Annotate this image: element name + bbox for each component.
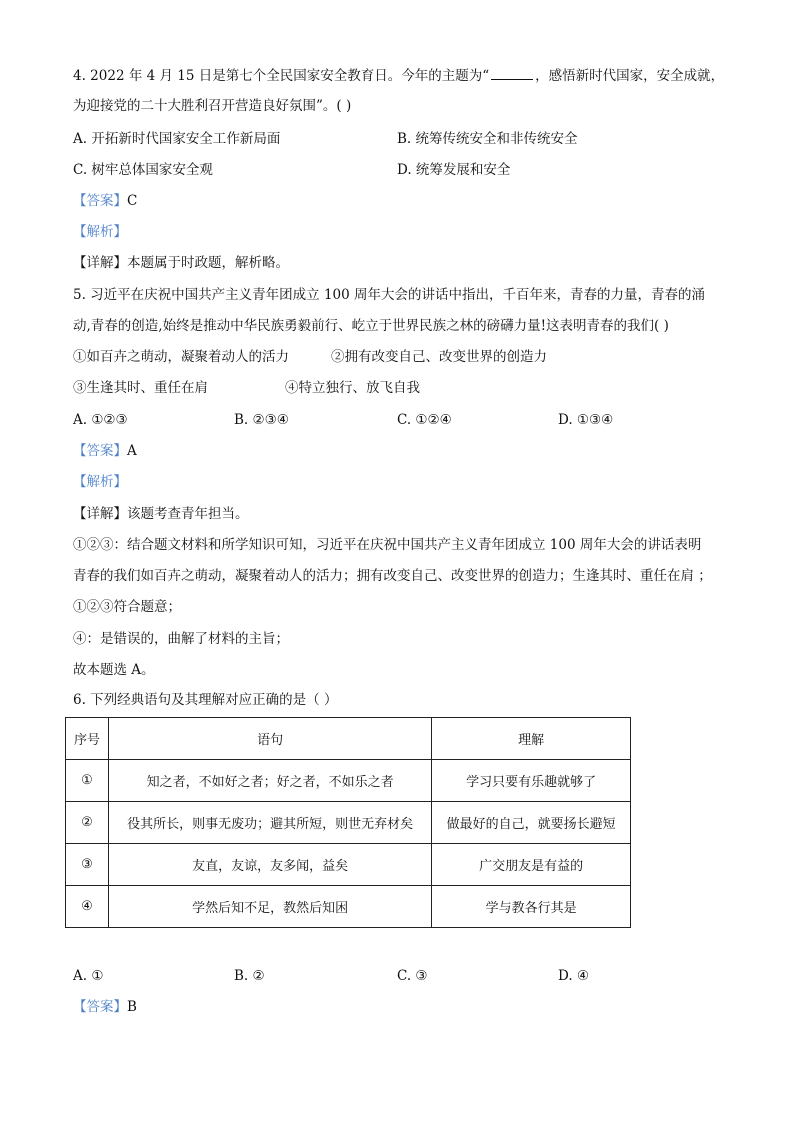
table-header-row (66, 718, 631, 760)
q5-explanation-line4: ④：是错误的，曲解了材料的主旨； (73, 631, 289, 647)
q5-option-b: B. ②③④ (234, 412, 289, 428)
q4-option-b: B. 统筹传统安全和非传统安全 (397, 131, 578, 147)
q4-analysis-tag: 【解析】 (73, 224, 127, 240)
row-quote: 役其所长，则事无废功；避其所短，则世无弃材矣 (108, 802, 431, 844)
row-understanding: 学习只要有乐趣就够了 (432, 760, 631, 802)
table-row (66, 760, 631, 802)
q5-option-a: A. ①②③ (73, 412, 128, 428)
row-quote: 学然后知不足，教然后知困 (108, 886, 431, 928)
q6-option-d: D. ④ (558, 968, 590, 984)
row-understanding: 学与教各行其是 (432, 886, 631, 928)
table-row (66, 844, 631, 886)
q4-option-a: A. 开拓新时代国家安全工作新局面 (73, 131, 281, 147)
q4-detail: 【详解】本题属于时政题，解析略。 (73, 255, 289, 271)
q5-statement-4: ④特立独行、放飞自我 (285, 380, 420, 396)
row-understanding: 广交朋友是有益的 (432, 844, 631, 886)
row-index: ① (66, 760, 109, 802)
q6-option-b: B. ② (234, 968, 265, 984)
q5-explanation-line3: ①②③符合题意； (73, 599, 181, 615)
header-quote: 语句 (108, 718, 431, 760)
q6-option-c: C. ③ (397, 968, 428, 984)
fill-blank (491, 67, 533, 80)
q5-explanation-line5: 故本题选 A。 (73, 662, 155, 678)
quotes-table (65, 717, 631, 928)
q5-stem-line1: 5. 习近平在庆祝中国共产主义青年团成立 100 周年大会的讲话中指出，千百年来，青春的力量，青春的涌 (73, 287, 706, 303)
q6-answer: 【答案】B (73, 999, 137, 1015)
q5-detail: 【详解】该题考查青年担当。 (73, 506, 249, 522)
q4-option-d: D. 统筹发展和安全 (397, 162, 511, 178)
q4-answer: 【答案】C (73, 193, 138, 209)
q4-stem-line1: 4. 2022 年 4 月 15 日是第七个全民国家安全教育日。今年的主题为“ ，感悟新时代国家，安全成就， (73, 68, 725, 84)
q5-answer: 【答案】A (73, 443, 137, 459)
q4-stem-line2: 为迎接党的二十大胜利召开营造良好氛围”。( ) (73, 98, 352, 114)
q5-explanation-line2: 青春的我们如百卉之萌动，凝聚着动人的活力；拥有改变自己、改变世界的创造力；生逢其时、重任在肩 ； (73, 568, 712, 584)
q5-statement-1: ①如百卉之萌动，凝聚着动人的活力 (73, 349, 289, 365)
q5-statement-3: ③生逢其时、重任在肩 (73, 380, 208, 396)
q5-analysis-tag: 【解析】 (73, 474, 127, 490)
q4-option-c: C. 树牢总体国家安全观 (73, 162, 213, 178)
row-quote: 友直，友谅，友多闻，益矣 (108, 844, 431, 886)
header-index: 序号 (66, 718, 109, 760)
q5-stem-line2: 动,青春的创造,始终是推动中华民族勇毅前行、屹立于世界民族之林的磅礴力量!这表明青春的我们( ) (73, 318, 669, 334)
q6-stem: 6. 下列经典语句及其理解对应正确的是（ ） (73, 692, 338, 708)
row-index: ④ (66, 886, 109, 928)
q5-statement-2: ②拥有改变自己、改变世界的创造力 (331, 349, 547, 365)
q5-option-c: C. ①②④ (397, 412, 452, 428)
row-understanding: 做最好的自己，就要扬长避短 (432, 802, 631, 844)
row-index: ② (66, 802, 109, 844)
table-row (66, 802, 631, 844)
q5-explanation-line1: ①②③：结合题文材料和所学知识可知，习近平在庆祝中国共产主义青年团成立 100 周年大会的讲话表明 (73, 537, 702, 553)
q6-option-a: A. ① (73, 968, 104, 984)
row-index: ③ (66, 844, 109, 886)
row-quote: 知之者，不如好之者；好之者，不如乐之者 (108, 760, 431, 802)
table-row (66, 886, 631, 928)
q5-option-d: D. ①③④ (558, 412, 614, 428)
header-understanding: 理解 (432, 718, 631, 760)
